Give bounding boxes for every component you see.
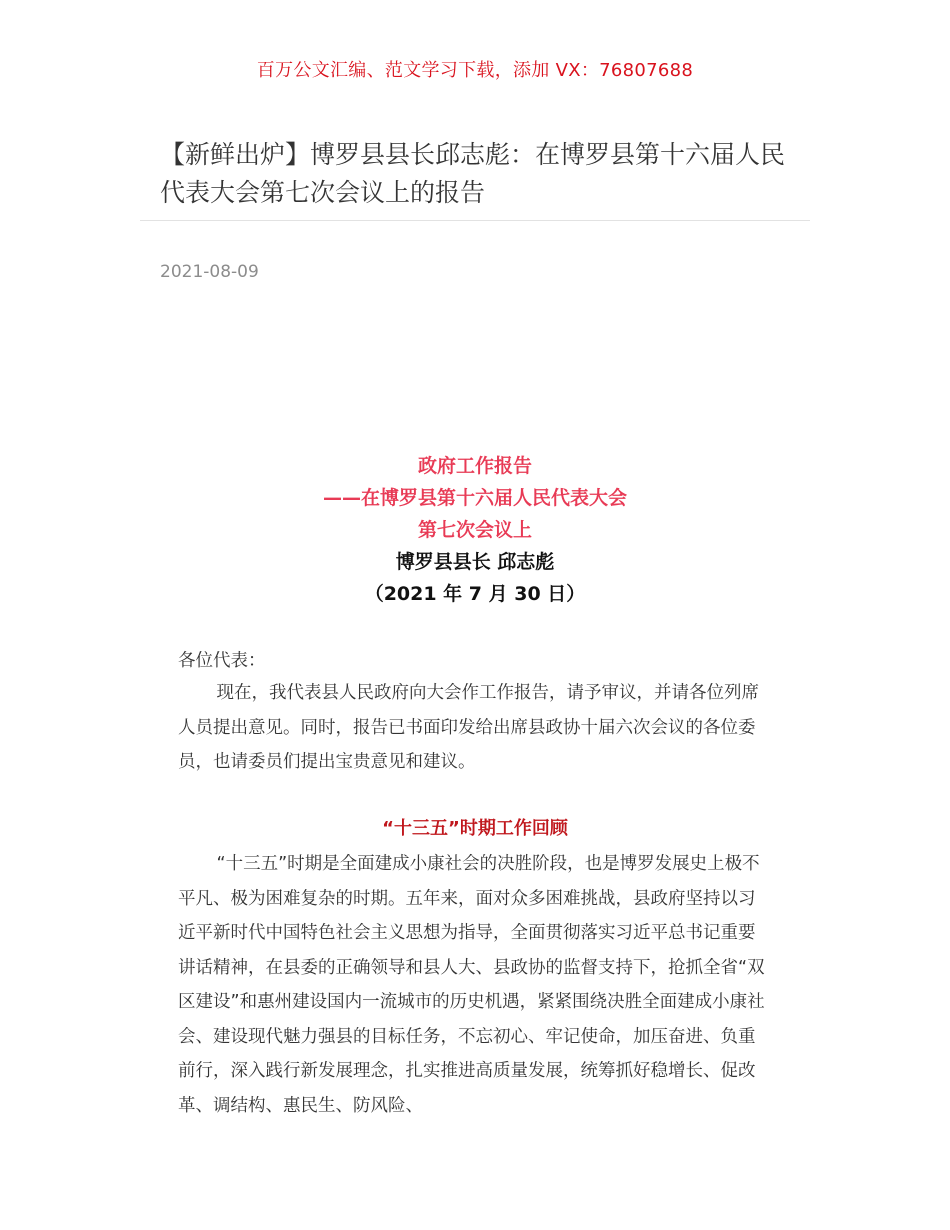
publish-date: 2021-08-09 bbox=[160, 262, 259, 282]
promo-banner: 百万公文汇编、范文学习下载，添加 VX：76807688 bbox=[256, 60, 694, 81]
article-title: 【新鲜出炉】博罗县县长邱志彪：在博罗县第十六届人民代表大会第七次会议上的报告 bbox=[160, 140, 786, 207]
intro-paragraph bbox=[178, 676, 768, 780]
review-paragraph bbox=[178, 847, 768, 1123]
report-date: （2021 年 7 月 30 日） bbox=[364, 583, 586, 605]
salutation: 各位代表： bbox=[178, 651, 266, 671]
report-author: 博罗县县长 邱志彪 bbox=[395, 551, 555, 573]
report-subtitle: ——在博罗县第十六届人民代表大会 bbox=[322, 487, 627, 509]
title-divider bbox=[140, 220, 810, 221]
review-paragraph-text: “十三五”时期是全面建成小康社会的决胜阶段，也是博罗发展史上极不平凡、极为困难复杂的时期。五年来，面对众多困难挑战，县政府坚持以习近平新时代中国特色社会主义思想为指导，全面贯彻落实习近平总书记重要讲话精神，在县委的正确领导和县人大、县政协的监督支持下，抢抓全省“双区建设”和惠州建设国内一流城市的历史机遇，紧紧围绕决胜全面建成小康社会、建设现代魅力强县的目标任务，不忘初心、牢记使命，加压奋进、负重前行，深入践行新发展理念，扎实推进高质量发展，统筹抓好稳增长、促改革、调结构、惠民生、防风险、 bbox=[178, 854, 765, 1116]
section-heading: “十三五”时期工作回顾 bbox=[382, 818, 568, 839]
report-header bbox=[0, 450, 950, 610]
report-title: 政府工作报告 bbox=[417, 455, 532, 477]
report-subtitle-cont: 第七次会议上 bbox=[417, 519, 532, 541]
intro-paragraph-text: 现在，我代表县人民政府向大会作工作报告，请予审议，并请各位列席人员提出意见。同时，报告已书面印发给出席县政协十届六次会议的各位委员，也请委员们提出宝贵意见和建议。 bbox=[178, 683, 759, 772]
